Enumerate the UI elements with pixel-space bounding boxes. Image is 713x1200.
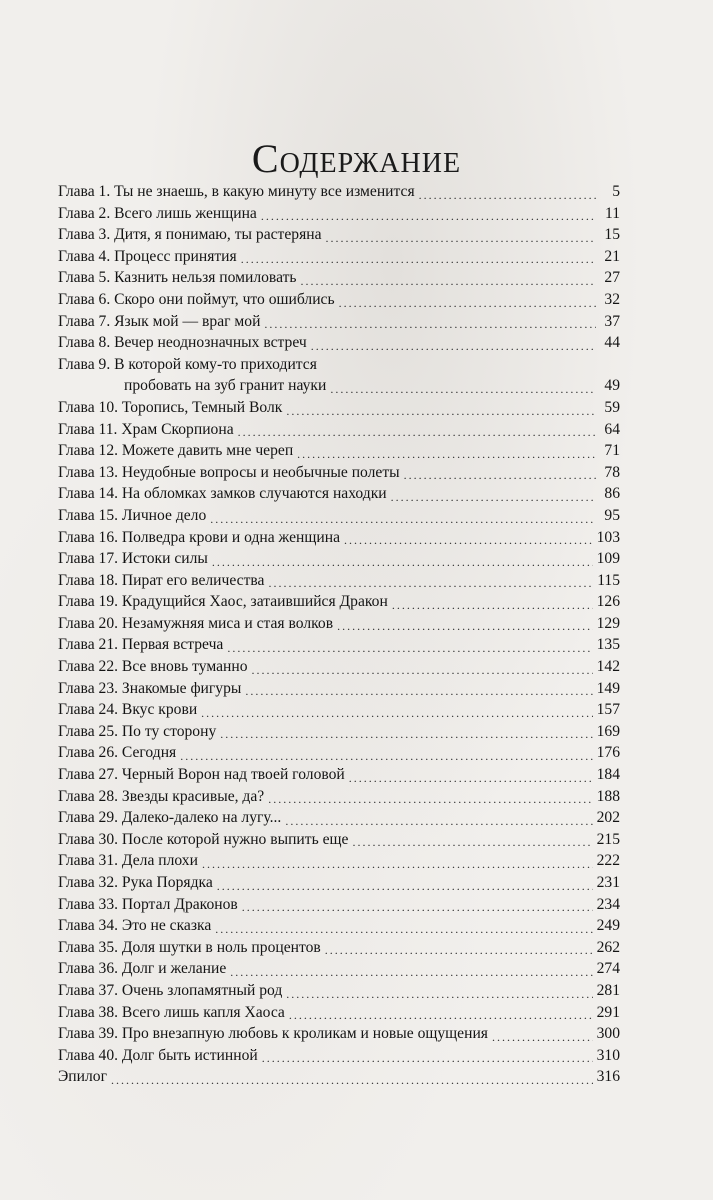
toc-entry-title-line: Глава 36. Долг и желание (58, 960, 227, 978)
dot-leader (492, 1023, 593, 1045)
toc-entry (58, 742, 620, 764)
toc-page-number: 274 (596, 960, 620, 978)
toc-entry (58, 678, 620, 700)
toc-page-number: 157 (596, 701, 620, 719)
dot-leader (301, 267, 596, 289)
toc-page-number: 37 (604, 312, 620, 330)
dot-leader (268, 786, 592, 808)
toc-entry (58, 591, 620, 613)
dot-leader (264, 311, 596, 333)
toc-entry (58, 548, 620, 570)
toc-page-number: 176 (596, 744, 620, 762)
toc-entry (58, 872, 620, 894)
dot-leader (261, 203, 596, 225)
dot-leader (289, 1002, 593, 1024)
toc-entry-title (58, 786, 264, 808)
dot-leader (392, 591, 593, 613)
dot-leader (238, 419, 596, 441)
toc-entry (58, 980, 620, 1002)
toc-entry (58, 311, 620, 333)
toc-entry-title (58, 937, 321, 959)
toc-entry-title-line: Глава 9. В которой кому-то приходится (58, 355, 317, 373)
toc-entry-title (58, 1002, 285, 1024)
dot-leader (212, 548, 593, 570)
page-title: Содержание (251, 135, 462, 181)
toc-entry-title (58, 224, 322, 246)
dot-leader (252, 656, 593, 678)
toc-entry-title-line: Глава 7. Язык мой — враг мой (58, 312, 261, 330)
toc-entry-title (58, 1023, 488, 1045)
toc-entry (58, 354, 620, 397)
toc-page-number: 59 (604, 398, 620, 416)
toc-entry-title-line: Глава 6. Скоро они поймут, что ошиблись (58, 290, 335, 308)
toc-entry (58, 1002, 620, 1024)
toc-entry-title (58, 872, 213, 894)
toc-entry (58, 894, 620, 916)
toc-entry-title-line: Глава 24. Вкус крови (58, 701, 198, 719)
toc-page-number: 71 (604, 442, 620, 460)
toc-page-number: 64 (604, 420, 620, 438)
toc-entry (58, 829, 620, 851)
dot-leader (262, 1045, 593, 1067)
toc-entry-title (58, 894, 238, 916)
toc-entry (58, 462, 620, 484)
toc-entry-title (58, 656, 248, 678)
toc-page-number: 310 (596, 1046, 620, 1064)
toc-entry-title-line: Глава 34. Это не сказка (58, 917, 212, 935)
dot-leader (337, 613, 593, 635)
toc-entry-title-line: Глава 17. Истоки силы (58, 550, 208, 568)
toc-entry-title-line: Глава 40. Долг быть истинной (58, 1046, 258, 1064)
dot-leader (227, 634, 592, 656)
dot-leader (391, 483, 596, 505)
toc-page-number: 281 (596, 981, 620, 999)
toc-entry (58, 440, 620, 462)
toc-entry-title (58, 289, 335, 311)
dot-leader (311, 332, 596, 354)
toc-entry-title-line: Глава 31. Дела плохи (58, 852, 198, 870)
toc-entry-title (58, 699, 197, 721)
toc-entry-title (58, 354, 326, 397)
toc-page-number: 188 (596, 787, 620, 805)
toc-entry (58, 246, 620, 268)
toc-entry-title (58, 634, 223, 656)
toc-entry (58, 570, 620, 592)
toc-entry (58, 505, 620, 527)
toc-page-number: 27 (604, 269, 620, 287)
toc-page-number: 32 (604, 290, 620, 308)
toc-entry (58, 181, 620, 203)
dot-leader (286, 980, 592, 1002)
dot-leader (268, 570, 593, 592)
toc-entry-title-line: Глава 22. Все вновь туманно (58, 658, 248, 676)
dot-leader (297, 440, 596, 462)
toc-entry-title (58, 527, 340, 549)
toc-entry-title (58, 311, 260, 333)
toc-entry-title (58, 440, 293, 462)
toc-entry (58, 937, 620, 959)
toc-entry-title (58, 613, 333, 635)
toc-entry (58, 915, 620, 937)
toc-page-number: 86 (604, 485, 620, 503)
dot-leader (201, 699, 592, 721)
toc-page-number: 21 (604, 247, 620, 265)
dot-leader (349, 764, 593, 786)
toc-page-number: 215 (596, 830, 620, 848)
toc-entry (58, 764, 620, 786)
toc-entry-title-line: Глава 14. На обломках замков случаются находки (58, 485, 387, 503)
dot-leader (210, 505, 596, 527)
toc-page-number: 262 (596, 938, 620, 956)
dot-leader (286, 397, 596, 419)
toc-entry (58, 527, 620, 549)
toc-entry-title (58, 807, 281, 829)
toc-page-number: 142 (596, 658, 620, 676)
toc-entry-title-line: Глава 21. Первая встреча (58, 636, 224, 654)
toc-page-number: 316 (596, 1068, 620, 1086)
toc-entry-title-line: Глава 25. По ту сторону (58, 722, 217, 740)
dot-leader (220, 721, 592, 743)
dot-leader (242, 894, 593, 916)
toc-entry (58, 1066, 620, 1088)
toc-entry (58, 656, 620, 678)
dot-leader (325, 937, 593, 959)
toc-entry (58, 958, 620, 980)
toc-entry-title (58, 742, 176, 764)
toc-entry-title-line: Глава 4. Процесс принятия (58, 247, 237, 265)
toc-entry (58, 289, 620, 311)
toc-entry (58, 203, 620, 225)
toc-entry-title (58, 267, 297, 289)
toc-entry-title-line: Глава 3. Дитя, я понимаю, ты растеряна (58, 226, 322, 244)
toc-page-number: 231 (596, 874, 620, 891)
toc-entry (58, 786, 620, 808)
toc-entry (58, 850, 620, 872)
toc-entry-title-line: Глава 32. Рука Порядка (58, 874, 213, 891)
toc-entry-title-line: Глава 1. Ты не знаешь, в какую минуту все изменится (58, 183, 415, 200)
toc-page-number: 126 (596, 593, 620, 611)
toc-page-number: 109 (596, 550, 620, 568)
toc-entry-title (58, 246, 237, 268)
toc-entry (58, 1045, 620, 1067)
toc-page-number: 234 (596, 895, 620, 913)
dot-leader (404, 462, 596, 484)
toc-entry-title (58, 462, 400, 484)
toc-page-number: 222 (596, 852, 620, 870)
toc-entry-title-line: Глава 35. Доля шутки в ноль процентов (58, 938, 321, 956)
toc-entry-title-line: Глава 12. Можете давить мне череп (58, 442, 294, 460)
toc-entry-title-line: Глава 18. Пират его величества (58, 571, 265, 589)
toc-entry-title (58, 419, 234, 441)
toc-entry-title-line: Глава 29. Далеко-далеко на лугу... (58, 809, 282, 827)
toc-page-number: 5 (612, 183, 620, 200)
toc-entry-title (58, 397, 282, 419)
toc-page-number: 129 (596, 614, 620, 632)
toc-entry-title (58, 332, 307, 354)
toc-page-number: 291 (596, 1003, 620, 1021)
toc-page-number: 44 (604, 334, 620, 352)
toc-entry-title-line: Глава 8. Вечер неоднозначных встреч (58, 334, 307, 352)
toc-entry (58, 1023, 620, 1045)
toc-entry-title-line: Глава 2. Всего лишь женщина (58, 204, 257, 222)
toc-page-number: 300 (596, 1025, 620, 1043)
toc-entry-title (58, 1045, 258, 1067)
toc-page-number: 15 (604, 226, 620, 244)
toc-entry-title (58, 958, 226, 980)
dot-leader (202, 850, 593, 872)
dot-leader (245, 678, 592, 700)
toc-entry (58, 699, 620, 721)
toc-page-number: 202 (596, 809, 620, 827)
dot-leader (330, 375, 596, 397)
toc-entry-title (58, 721, 216, 743)
toc-entry-title (58, 678, 241, 700)
toc-page-number: 249 (596, 917, 620, 935)
dot-leader (215, 915, 592, 937)
toc-entry-title (58, 505, 206, 527)
dot-leader (111, 1066, 593, 1088)
toc-entry-title-line: Глава 11. Храм Скорпиона (58, 420, 234, 438)
toc-entry-title-line: Эпилог (58, 1068, 107, 1086)
toc-page-number: 49 (604, 377, 620, 395)
dot-leader (339, 289, 596, 311)
toc-page-number: 184 (596, 766, 620, 784)
toc-entry-title-line: Глава 27. Черный Ворон над твоей головой (58, 766, 345, 784)
toc-entry (58, 807, 620, 829)
toc-entry (58, 332, 620, 354)
toc-page-number: 169 (596, 722, 620, 740)
toc-entry-title (58, 548, 208, 570)
toc-page-number: 78 (604, 463, 620, 481)
toc-entry-title-line: Глава 16. Полведра крови и одна женщина (58, 528, 341, 546)
toc-entry-title-line: Глава 26. Сегодня (58, 744, 177, 762)
toc-entry (58, 419, 620, 441)
toc-entry (58, 634, 620, 656)
toc-entry (58, 397, 620, 419)
toc-entry-title-line: Глава 13. Неудобные вопросы и необычные полеты (58, 463, 400, 481)
toc-entry-title-line: Глава 33. Портал Драконов (58, 895, 238, 913)
toc-entry-title (58, 850, 198, 872)
toc-entry-title-line: Глава 37. Очень злопамятный род (58, 981, 283, 999)
toc-entry-title (58, 1066, 107, 1088)
toc-entry-title (58, 203, 257, 225)
toc-entry-title (58, 915, 211, 937)
dot-leader (217, 872, 593, 894)
toc-entry-title-line: Глава 19. Крадущийся Хаос, затаившийся Дракон (58, 593, 388, 611)
toc-entry-title-line: Глава 30. После которой нужно выпить еще (58, 830, 349, 848)
toc-entry-title (58, 980, 282, 1002)
toc-entry-title (58, 181, 415, 203)
toc-entry-title-line-continued: пробовать на зуб гранит науки (124, 377, 327, 395)
toc-entry-title-line: Глава 20. Незамужняя миса и стая волков (58, 614, 334, 632)
toc-entry (58, 613, 620, 635)
toc-page-number: 115 (597, 571, 620, 589)
toc-page-number: 95 (604, 506, 620, 524)
toc-page-number: 149 (596, 679, 620, 697)
toc-page-number: 135 (596, 636, 620, 654)
toc-entry (58, 483, 620, 505)
toc-entry-title-line: Глава 5. Казнить нельзя помиловать (58, 269, 297, 287)
toc-entry-title (58, 764, 345, 786)
dot-leader (352, 829, 592, 851)
toc-entry-title-line: Глава 10. Торопись, Темный Волк (58, 398, 283, 416)
toc-entry-title (58, 591, 388, 613)
toc-entry-title (58, 829, 348, 851)
toc-entry-title-line: Глава 39. Про внезапную любовь к кроликам и новые ощущения (58, 1025, 488, 1043)
dot-leader (326, 224, 596, 246)
toc-entry-title (58, 483, 387, 505)
toc-entry-title-line: Глава 23. Знакомые фигуры (58, 679, 242, 697)
toc-entry (58, 267, 620, 289)
dot-leader (241, 246, 596, 268)
dot-leader (419, 181, 596, 203)
toc-entry-title (58, 570, 264, 592)
toc-page-number: 103 (596, 528, 620, 546)
dot-leader (344, 527, 593, 549)
toc-entry-title-line: Глава 28. Звезды красивые, да? (58, 787, 265, 805)
toc-entry (58, 721, 620, 743)
toc-entry (58, 224, 620, 246)
toc-page-number: 11 (604, 204, 620, 222)
dot-leader (230, 958, 592, 980)
dot-leader (285, 807, 592, 829)
toc-entry-title-line: Глава 15. Личное дело (58, 506, 207, 524)
table-of-contents (58, 181, 620, 1088)
dot-leader (180, 742, 592, 764)
toc-entry-title-line: Глава 38. Всего лишь капля Хаоса (58, 1003, 285, 1021)
